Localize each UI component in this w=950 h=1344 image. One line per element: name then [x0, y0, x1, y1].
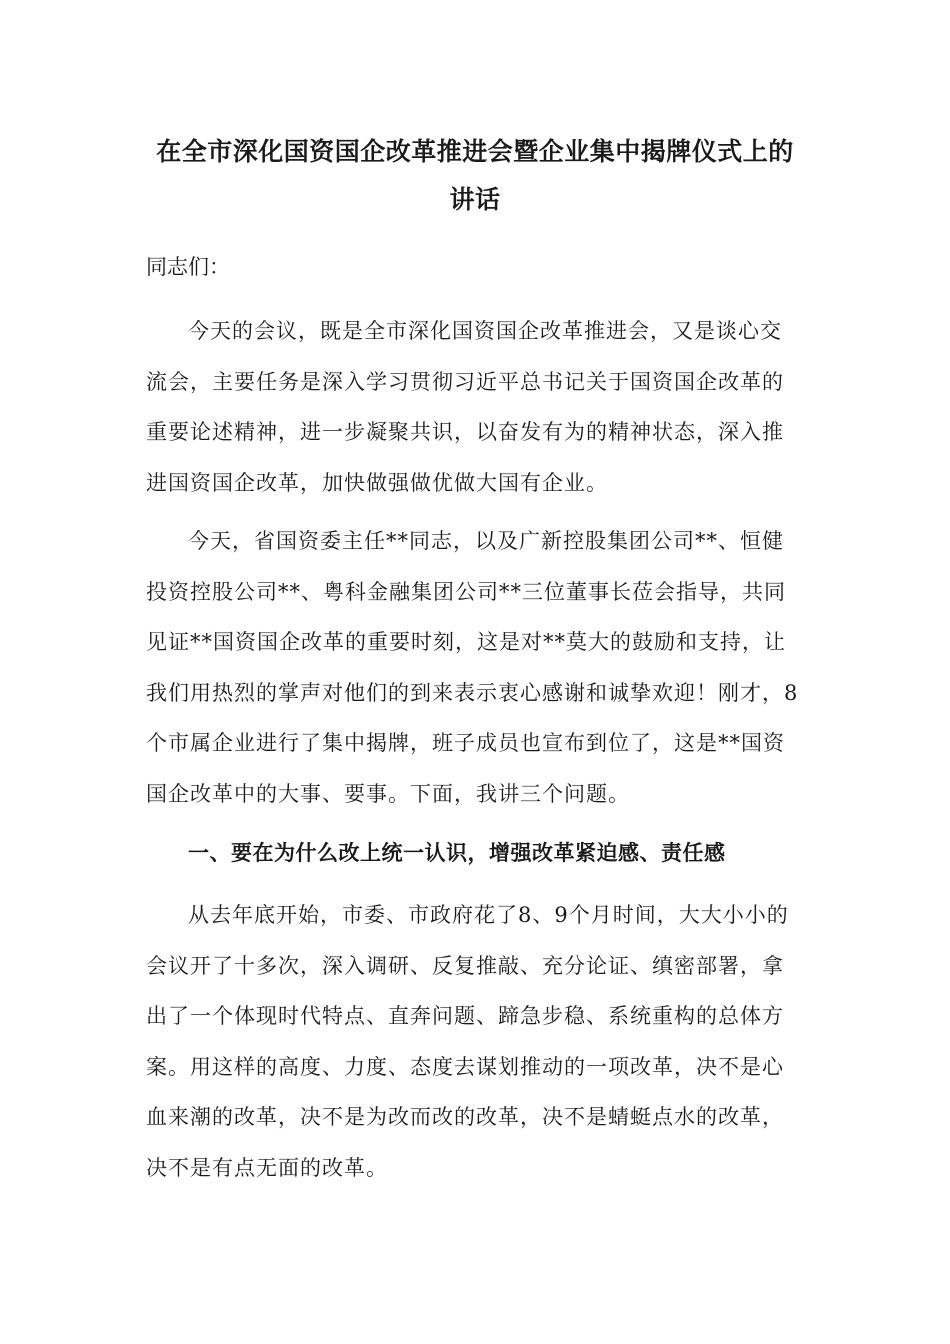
paragraph-line: 会议开了十多次，深入调研、反复推敲、充分论证、缜密部署，拿 — [146, 953, 784, 978]
paragraph-line: 我们用热烈的掌声对他们的到来表示衷心感谢和诚挚欢迎！刚才，8 — [146, 680, 799, 705]
paragraph-line: 出了一个体现时代特点、直奔问题、蹄急步稳、系统重构的总体方 — [146, 1004, 784, 1028]
paragraph-opening — [146, 306, 804, 508]
paragraph-line: 个市属企业进行了集中揭牌，班子成员也宣布到位了，这是**国资 — [146, 731, 785, 755]
paragraph-line: 见证**国资国企改革的重要时刻，这是对**莫大的鼓励和支持，让 — [146, 630, 786, 654]
title-line: 在全市深化国资国企改革推进会暨企业集中揭牌仪式上的 — [156, 137, 794, 166]
paragraph-line: 今天，省国资委主任**同志，以及广新控股集团公司**、恒健 — [188, 529, 784, 553]
title-line: 讲话 — [449, 185, 501, 214]
paragraph-line: 今天的会议，既是全市深化国资国企改革推进会，又是谈心交 — [188, 319, 782, 343]
paragraph-guests — [146, 516, 804, 819]
section-heading: 一、要在为什么改上统一认识，增强改革紧迫感、责任感 — [188, 841, 726, 865]
paragraph-line: 从去年底开始，市委、市政府花了8、9个月时间，大大小小的 — [188, 903, 789, 927]
salutation: 同志们： — [146, 255, 230, 279]
paragraph-line: 进国资国企改革，加快做强做优做大国有企业。 — [146, 470, 608, 495]
paragraph-section-1 — [146, 890, 804, 1193]
paragraph-line: 重要论述精神，进一步凝聚共识，以奋发有为的精神状态，深入推 — [146, 420, 784, 444]
paragraph-line: 案。用这样的高度、力度、态度去谋划推动的一项改革，决不是心 — [146, 1054, 784, 1079]
paragraph-line: 决不是有点无面的改革。 — [146, 1155, 388, 1180]
paragraph-line: 国企改革中的大事、要事。下面，我讲三个问题。 — [146, 781, 630, 806]
document-title — [140, 128, 810, 224]
paragraph-line: 流会，主要任务是深入学习贯彻习近平总书记关于国资国企改革的 — [146, 369, 784, 394]
paragraph-line: 投资控股公司**、粤科金融集团公司**三位董事长莅会指导，共同 — [146, 579, 786, 604]
paragraph-line: 血来潮的改革，决不是为改而改的改革，决不是蜻蜓点水的改革， — [146, 1105, 784, 1129]
